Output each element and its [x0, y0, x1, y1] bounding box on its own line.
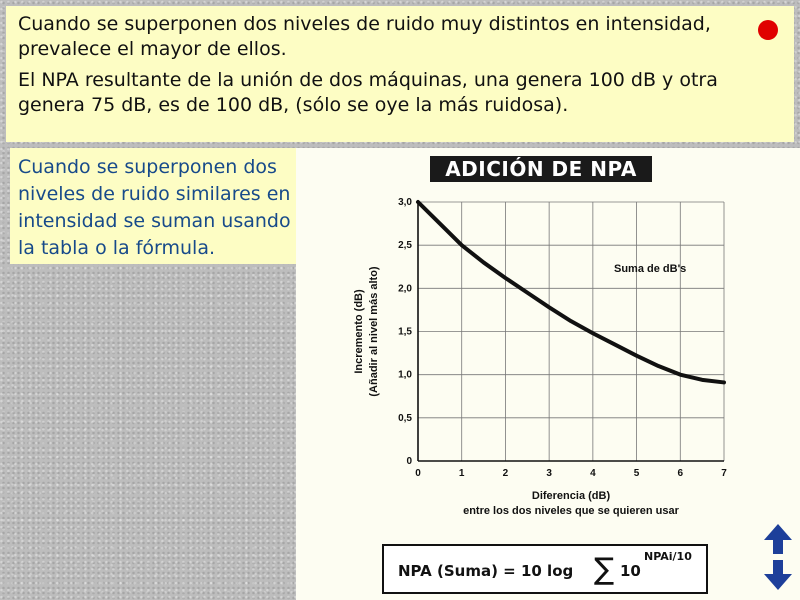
y-tick-label: 2,5 [398, 240, 412, 252]
x-axis-label: Diferencia (dB) [531, 490, 611, 502]
y-tick-label: 1,5 [398, 326, 412, 338]
y-axis-sublabel: (Añadir al nivel más alto) [368, 266, 380, 397]
y-tick-label: 0 [406, 456, 412, 467]
intro-paragraph-1: Cuando se superponen dos niveles de ruido muy distintos en intensidad, prevalece el mayor de ellos. [18, 13, 711, 60]
x-tick-label: 6 [677, 468, 684, 479]
y-axis-label: Incremento (dB) [353, 289, 365, 374]
npa-addition-chart [296, 148, 800, 600]
up-down-arrows-icon[interactable] [762, 524, 794, 590]
x-tick-label: 5 [633, 468, 640, 479]
formula-box [382, 544, 708, 594]
y-tick-label: 1,0 [398, 369, 412, 381]
formula-main: NPA (Suma) = 10 log [398, 562, 574, 580]
series-line [418, 202, 724, 382]
x-tick-label: 0 [415, 468, 421, 479]
y-tick-label: 2,0 [398, 283, 412, 295]
up-arrow-icon[interactable] [764, 524, 792, 554]
x-tick-label: 7 [721, 468, 727, 479]
red-dot-icon [758, 20, 778, 40]
x-tick-label: 3 [546, 468, 552, 479]
x-tick-label: 2 [502, 468, 509, 479]
y-tick-label: 3,0 [398, 197, 412, 208]
x-axis-sublabel: entre los dos niveles que se quieren usar [463, 505, 679, 517]
intro-paragraph-2: El NPA resultante de la unión de dos máquinas, una genera 100 dB y otra genera 75 dB, es de 100 dB, (sólo se oye la más ruidosa). [18, 69, 718, 116]
y-tick-label: 0,5 [398, 412, 412, 424]
formula-ten: 10 [620, 562, 641, 580]
formula-sum-symbol: ∑ [594, 552, 615, 587]
chart-title: ADICIÓN DE NPA [430, 156, 652, 182]
similar-levels-note: Cuando se superponen dos niveles de ruido similares en intensidad se suman usando la tabla o la fórmula. [10, 148, 300, 264]
x-tick-label: 1 [458, 468, 465, 479]
chart-panel [296, 148, 800, 600]
intro-box [6, 6, 794, 142]
down-arrow-icon[interactable] [764, 560, 792, 590]
x-tick-label: 4 [590, 468, 596, 479]
legend-label: Suma de dB's [614, 263, 687, 275]
formula-exponent: NPAi/10 [644, 550, 692, 563]
